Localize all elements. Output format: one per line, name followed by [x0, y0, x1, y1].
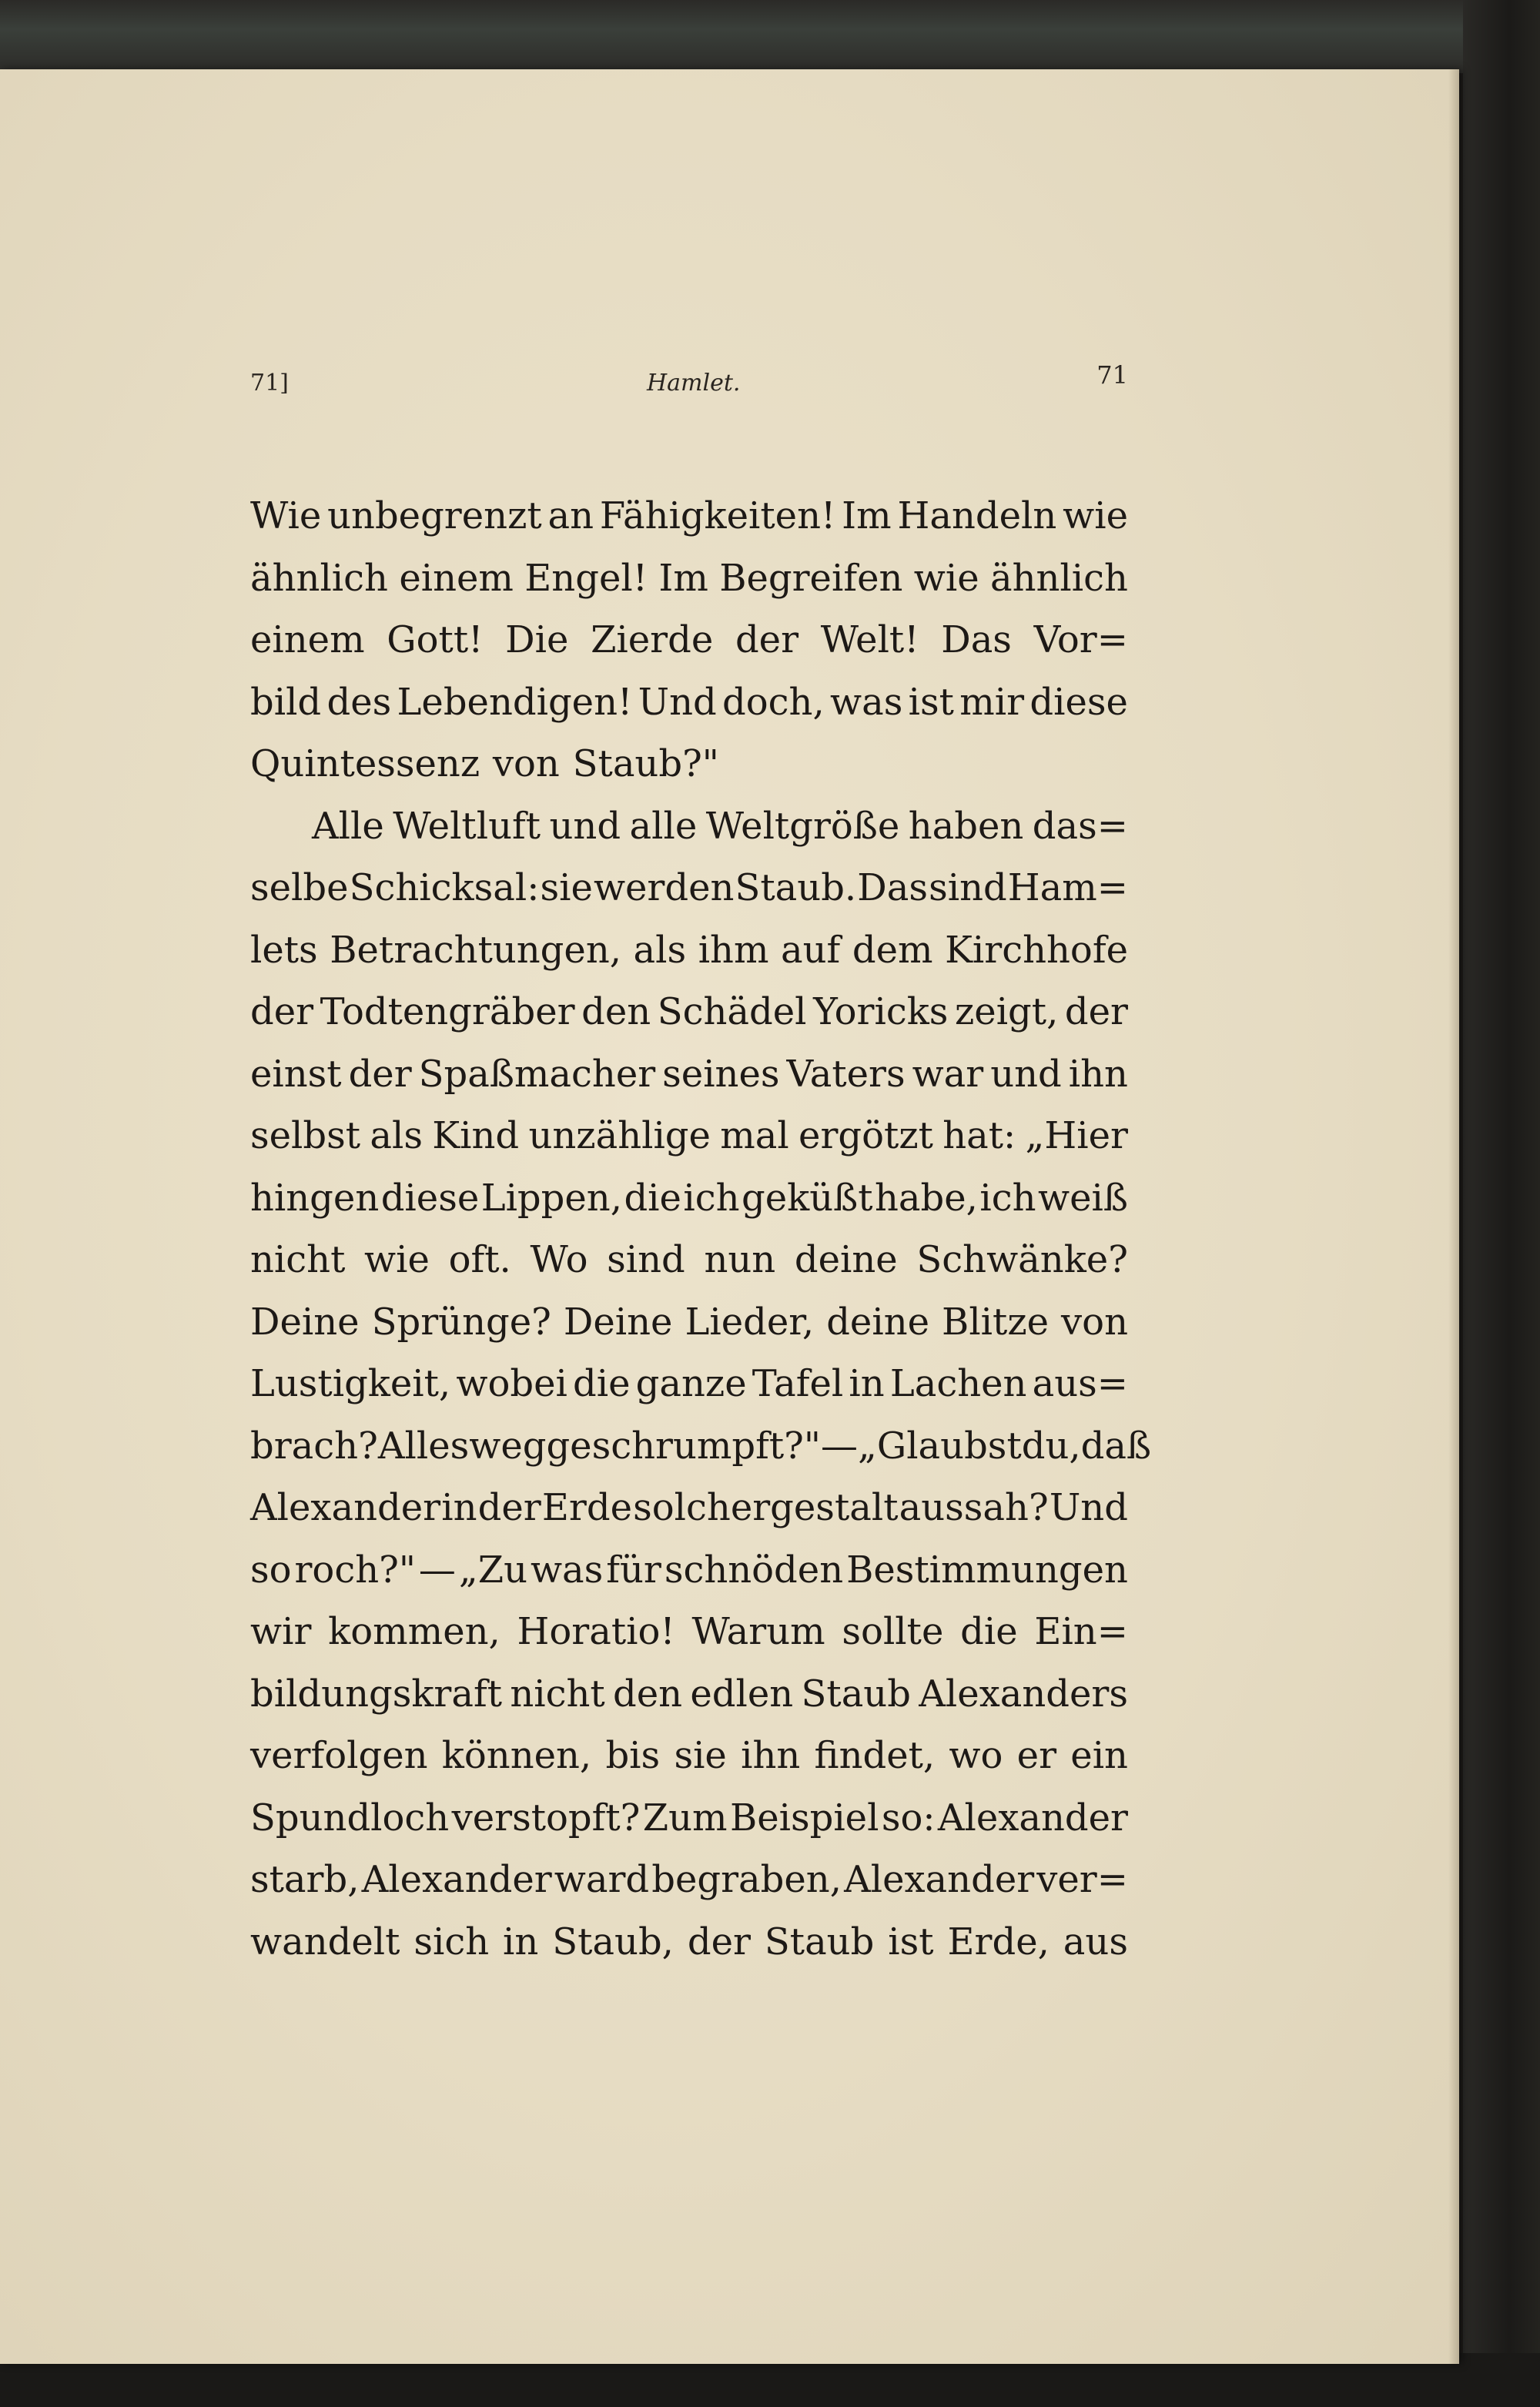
text-word: ein [1070, 1734, 1128, 1777]
text-word: der [250, 990, 314, 1033]
text-word: an [547, 494, 594, 537]
text-line [250, 485, 1128, 547]
text-word: Betrachtungen, [330, 928, 621, 972]
text-word: wobei [456, 1362, 567, 1405]
text-word: Staub?" [572, 742, 719, 785]
text-word: „Glaubst [857, 1424, 1022, 1468]
text-word: Staub [801, 1672, 911, 1716]
text-word: oft. [448, 1238, 511, 1281]
text-word: doch, [722, 680, 825, 724]
text-word: dem [852, 928, 933, 972]
text-word: bildungskraft [250, 1672, 503, 1716]
text-line [250, 1663, 1128, 1726]
text-word: mal [720, 1114, 789, 1157]
text-line [250, 1291, 1128, 1354]
text-word: ihn [741, 1734, 801, 1777]
text-word: findet, [814, 1734, 936, 1777]
text-word: brach? [250, 1424, 378, 1468]
text-word: in [441, 1486, 477, 1529]
text-word: weggeschrumpft?"— [469, 1424, 858, 1468]
text-word: sind [607, 1238, 685, 1281]
text-word: Staub [764, 1920, 875, 1963]
text-word: Lebendigen! [397, 680, 633, 724]
text-word: Alle [312, 804, 384, 848]
text-word: als [633, 928, 687, 972]
text-word: Deine [250, 1300, 360, 1344]
text-word: Tafel [752, 1362, 844, 1405]
text-word: den [581, 990, 651, 1033]
text-word: diese [1029, 680, 1128, 724]
text-word: habe, [874, 1176, 978, 1220]
text-word: — [418, 1548, 456, 1592]
text-word: aussah? [899, 1486, 1049, 1529]
text-word: kommen, [328, 1610, 500, 1653]
text-word: nun [704, 1238, 776, 1281]
text-word: wo [949, 1734, 1003, 1777]
text-word: von [1061, 1300, 1128, 1344]
text-line [250, 1911, 1128, 1973]
text-word: ergötzt [798, 1114, 933, 1157]
text-word: Weltluft [393, 804, 541, 848]
text-word: Und [638, 680, 717, 724]
text-word: unbegrenzt [327, 494, 542, 537]
text-word: Deine [563, 1300, 673, 1344]
text-word: daß [1080, 1424, 1152, 1468]
text-word: Das [857, 866, 928, 909]
text-line [250, 1725, 1128, 1787]
text-word: die [624, 1176, 681, 1220]
text-word: edlen [690, 1672, 794, 1716]
text-line [250, 1415, 1152, 1478]
text-word: „Hier [1025, 1114, 1128, 1157]
text-word: ward [554, 1858, 650, 1901]
text-word: Beispiel [729, 1796, 879, 1840]
text-line [250, 981, 1128, 1043]
text-word: nicht [250, 1238, 346, 1281]
text-word: der [348, 1052, 412, 1096]
text-word: weiß [1037, 1176, 1128, 1220]
text-word: lets [250, 928, 318, 972]
text-word: sie [674, 1734, 727, 1777]
text-word: Yoricks [813, 990, 949, 1033]
text-word: Alexander [937, 1796, 1128, 1840]
text-word: bis [605, 1734, 661, 1777]
text-word: Alles [377, 1424, 470, 1468]
text-word: die [573, 1362, 631, 1405]
text-word: Ham= [1007, 866, 1128, 909]
text-word: der [687, 1920, 751, 1963]
text-word: Zierde [591, 618, 714, 661]
text-word: Handeln [897, 494, 1057, 537]
text-word: ihm [698, 928, 769, 972]
text-word: Warum [691, 1610, 825, 1653]
text-word: wandelt [250, 1920, 400, 1963]
page-gutter-shadow [1448, 69, 1459, 2364]
running-header [250, 354, 1128, 400]
text-word: der [735, 618, 799, 661]
text-word: für [606, 1548, 661, 1592]
text-word: ähnlich [250, 556, 388, 600]
text-word: was [530, 1548, 604, 1592]
book-cover-top-edge [0, 0, 1540, 73]
text-word: sie [540, 866, 593, 909]
text-line [250, 733, 1128, 795]
text-word: Lachen [889, 1362, 1027, 1405]
text-word: Zum [642, 1796, 728, 1840]
text-word: ganze [635, 1362, 747, 1405]
text-word: seines [662, 1052, 780, 1096]
text-word: ähnlich [989, 556, 1128, 600]
text-word: Horatio! [517, 1610, 675, 1653]
text-word: Spundloch [250, 1796, 450, 1840]
text-word: Kirchhofe [945, 928, 1128, 972]
text-word: Im [842, 494, 892, 537]
text-word: Begreifen [719, 556, 903, 600]
text-word: haben [908, 804, 1024, 848]
text-word: was [830, 680, 903, 724]
text-word: Vaters [786, 1052, 906, 1096]
text-word: verfolgen [250, 1734, 428, 1777]
text-word: Ein= [1034, 1610, 1128, 1653]
text-word: und [549, 804, 621, 848]
text-word: deine [826, 1300, 930, 1344]
text-word: Schädel [657, 990, 807, 1033]
text-word: ihn [1068, 1052, 1128, 1096]
book-cover-right-edge [1463, 0, 1540, 2407]
text-word: schnöden [664, 1548, 844, 1592]
text-word: hat: [942, 1114, 1016, 1157]
text-word: diese [380, 1176, 480, 1220]
text-word: ver= [1036, 1858, 1128, 1901]
text-word: Fähigkeiten! [599, 494, 836, 537]
text-word: der [1064, 990, 1128, 1033]
text-word: so: [881, 1796, 936, 1840]
text-line [250, 1601, 1128, 1663]
text-word: nicht [510, 1672, 605, 1716]
text-word: er [1016, 1734, 1057, 1777]
header-section-number: 71] [250, 370, 289, 397]
text-word: Im [658, 556, 708, 600]
text-word: in [849, 1362, 885, 1405]
text-word: zeigt, [955, 990, 1059, 1033]
text-word: war [912, 1052, 984, 1096]
text-word: Vor= [1033, 618, 1128, 661]
text-word: und [990, 1052, 1062, 1096]
text-word: Erde, [947, 1920, 1050, 1963]
text-word: Blitze [942, 1300, 1050, 1344]
text-word: Alexander [361, 1858, 552, 1901]
text-line [250, 1105, 1128, 1167]
text-word: Spaßmacher [418, 1052, 656, 1096]
body-text [250, 485, 1152, 1973]
text-word: können, [441, 1734, 592, 1777]
text-word: aus= [1032, 1362, 1128, 1405]
header-title: Hamlet. [647, 370, 741, 397]
text-word: wir [250, 1610, 312, 1653]
text-line [250, 1043, 1128, 1106]
text-word: werden [593, 866, 735, 909]
text-word: den [613, 1672, 683, 1716]
text-word: Lieder, [685, 1300, 815, 1344]
text-word: einem [399, 556, 514, 600]
text-line [250, 1229, 1128, 1291]
page-number: 71 [1096, 360, 1128, 390]
text-word: begraben, [651, 1858, 842, 1901]
book-page [0, 69, 1459, 2364]
text-word: hingen [250, 1176, 380, 1220]
text-line [250, 857, 1128, 919]
text-line [250, 1539, 1128, 1602]
text-word: Und [1049, 1486, 1128, 1529]
text-word: als [370, 1114, 423, 1157]
text-word: wie [913, 556, 979, 600]
text-word: Todtengräber [320, 990, 575, 1033]
text-word: Quintessenz [250, 742, 480, 785]
text-word: Alexanders [919, 1672, 1128, 1716]
text-word: ich [683, 1176, 740, 1220]
text-word: Erde [541, 1486, 632, 1529]
text-word: in [503, 1920, 539, 1963]
text-word: Das [941, 618, 1012, 661]
text-line [250, 547, 1128, 610]
text-line [250, 1787, 1128, 1850]
text-word: Schicksal: [349, 866, 540, 909]
text-word: einst [250, 1052, 342, 1096]
text-line [250, 1353, 1128, 1415]
text-word: du, [1021, 1424, 1081, 1468]
text-word: Staub, [552, 1920, 674, 1963]
text-line [250, 1167, 1128, 1230]
text-word: bild [250, 680, 322, 724]
text-word: solchergestalt [633, 1486, 899, 1529]
text-word: geküßt [742, 1176, 873, 1220]
text-word: wie [364, 1238, 430, 1281]
text-line [250, 671, 1128, 734]
text-word: der [477, 1486, 541, 1529]
text-word: Bestimmungen [846, 1548, 1128, 1592]
text-word: wie [1063, 494, 1128, 537]
text-word: Alexander [250, 1486, 441, 1529]
text-word: sind [929, 866, 1007, 909]
text-word: die [960, 1610, 1018, 1653]
text-word: starb, [250, 1858, 360, 1901]
text-word: sollte [842, 1610, 944, 1653]
text-word: Schwänke? [916, 1238, 1128, 1281]
text-word: selbe [250, 866, 349, 909]
text-word: auf [781, 928, 841, 972]
text-word: „Zu [458, 1548, 527, 1592]
text-word: deine [794, 1238, 898, 1281]
text-word: aus [1063, 1920, 1128, 1963]
text-line [250, 1477, 1128, 1539]
text-word: sich [413, 1920, 490, 1963]
text-word: selbst [250, 1114, 361, 1157]
text-word: Welt! [820, 618, 919, 661]
text-line [250, 795, 1128, 858]
text-word: ist [888, 1920, 934, 1963]
text-word: verstopft? [451, 1796, 641, 1840]
text-word: Alexander [844, 1858, 1035, 1901]
text-word: Sprünge? [371, 1300, 551, 1344]
text-word: Weltgröße [705, 804, 900, 848]
text-word: so [250, 1548, 292, 1592]
text-word: von [492, 742, 560, 785]
text-word: alle [629, 804, 698, 848]
text-word: Engel! [524, 556, 648, 600]
text-line [250, 1849, 1128, 1911]
text-word: Lippen, [480, 1176, 622, 1220]
text-line [250, 609, 1128, 671]
text-word: des [326, 680, 392, 724]
text-word: roch?" [294, 1548, 416, 1592]
text-word: das= [1032, 804, 1128, 848]
text-word: Lustigkeit, [250, 1362, 451, 1405]
text-word: Kind [432, 1114, 520, 1157]
text-word: ich [979, 1176, 1036, 1220]
text-word: Staub. [735, 866, 857, 909]
text-word: Die [505, 618, 569, 661]
text-word: Wie [250, 494, 322, 537]
text-word: ist [908, 680, 954, 724]
text-word: unzählige [528, 1114, 711, 1157]
text-line [250, 919, 1128, 982]
text-word: Gott! [387, 618, 484, 661]
text-word: einem [250, 618, 365, 661]
text-word: mir [959, 680, 1025, 724]
text-word: Wo [530, 1238, 588, 1281]
